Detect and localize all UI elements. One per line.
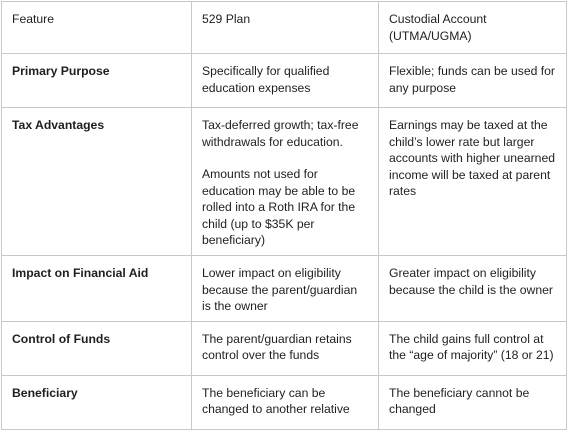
cell-text: Flexible; funds can be used for any purpose [389, 64, 555, 95]
header-529-plan: 529 Plan [192, 2, 379, 54]
cell-text: Lower impact on eligibility because the parent/guardian is the owner [202, 266, 358, 313]
cell-custodial-beneficiary [379, 375, 567, 429]
table-header-row [2, 2, 567, 54]
row-label-tax-advantages: Tax Advantages [2, 108, 192, 256]
cell-529-financial-aid [192, 256, 379, 322]
table-row [2, 256, 567, 322]
cell-text: The beneficiary cannot be changed [389, 385, 530, 416]
row-label-beneficiary: Beneficiary [2, 375, 192, 429]
comparison-table-wrapper [1, 1, 566, 419]
cell-529-tax-advantages [192, 108, 379, 256]
cell-text: Greater impact on eligibility because the child is the owner [389, 266, 553, 297]
table-row [2, 321, 567, 375]
cell-529-beneficiary [192, 375, 379, 429]
header-custodial-account: Custodial Account (UTMA/UGMA) [379, 2, 567, 54]
cell-529-control-of-funds [192, 321, 379, 375]
cell-text: Amounts not used for education may be able to be rolled into a Roth IRA for the child (up to $35K per beneficiary) [202, 167, 356, 247]
cell-custodial-control-of-funds [379, 321, 567, 375]
row-label-impact-financial-aid: Impact on Financial Aid [2, 256, 192, 322]
cell-text: The child gains full control at the “age of majority” (18 or 21) [389, 331, 554, 362]
header-feature: Feature [2, 2, 192, 54]
table-row [2, 108, 567, 256]
cell-custodial-financial-aid [379, 256, 567, 322]
cell-text: Tax-deferred growth; tax-free withdrawals for education. [202, 118, 359, 149]
comparison-table [1, 1, 567, 430]
cell-529-primary-purpose [192, 54, 379, 108]
cell-custodial-primary-purpose [379, 54, 567, 108]
cell-custodial-tax-advantages [379, 108, 567, 256]
table-row [2, 54, 567, 108]
cell-text: The beneficiary can be changed to another relative [202, 385, 350, 416]
row-label-primary-purpose: Primary Purpose [2, 54, 192, 108]
cell-text: The parent/guardian retains control over the funds [202, 331, 352, 362]
cell-text: Specifically for qualified education expenses [202, 64, 330, 95]
row-label-control-of-funds: Control of Funds [2, 321, 192, 375]
table-row [2, 375, 567, 429]
cell-text: Earnings may be taxed at the child’s lower rate but larger accounts with higher unearned income will be taxed at parent rates [389, 118, 555, 198]
